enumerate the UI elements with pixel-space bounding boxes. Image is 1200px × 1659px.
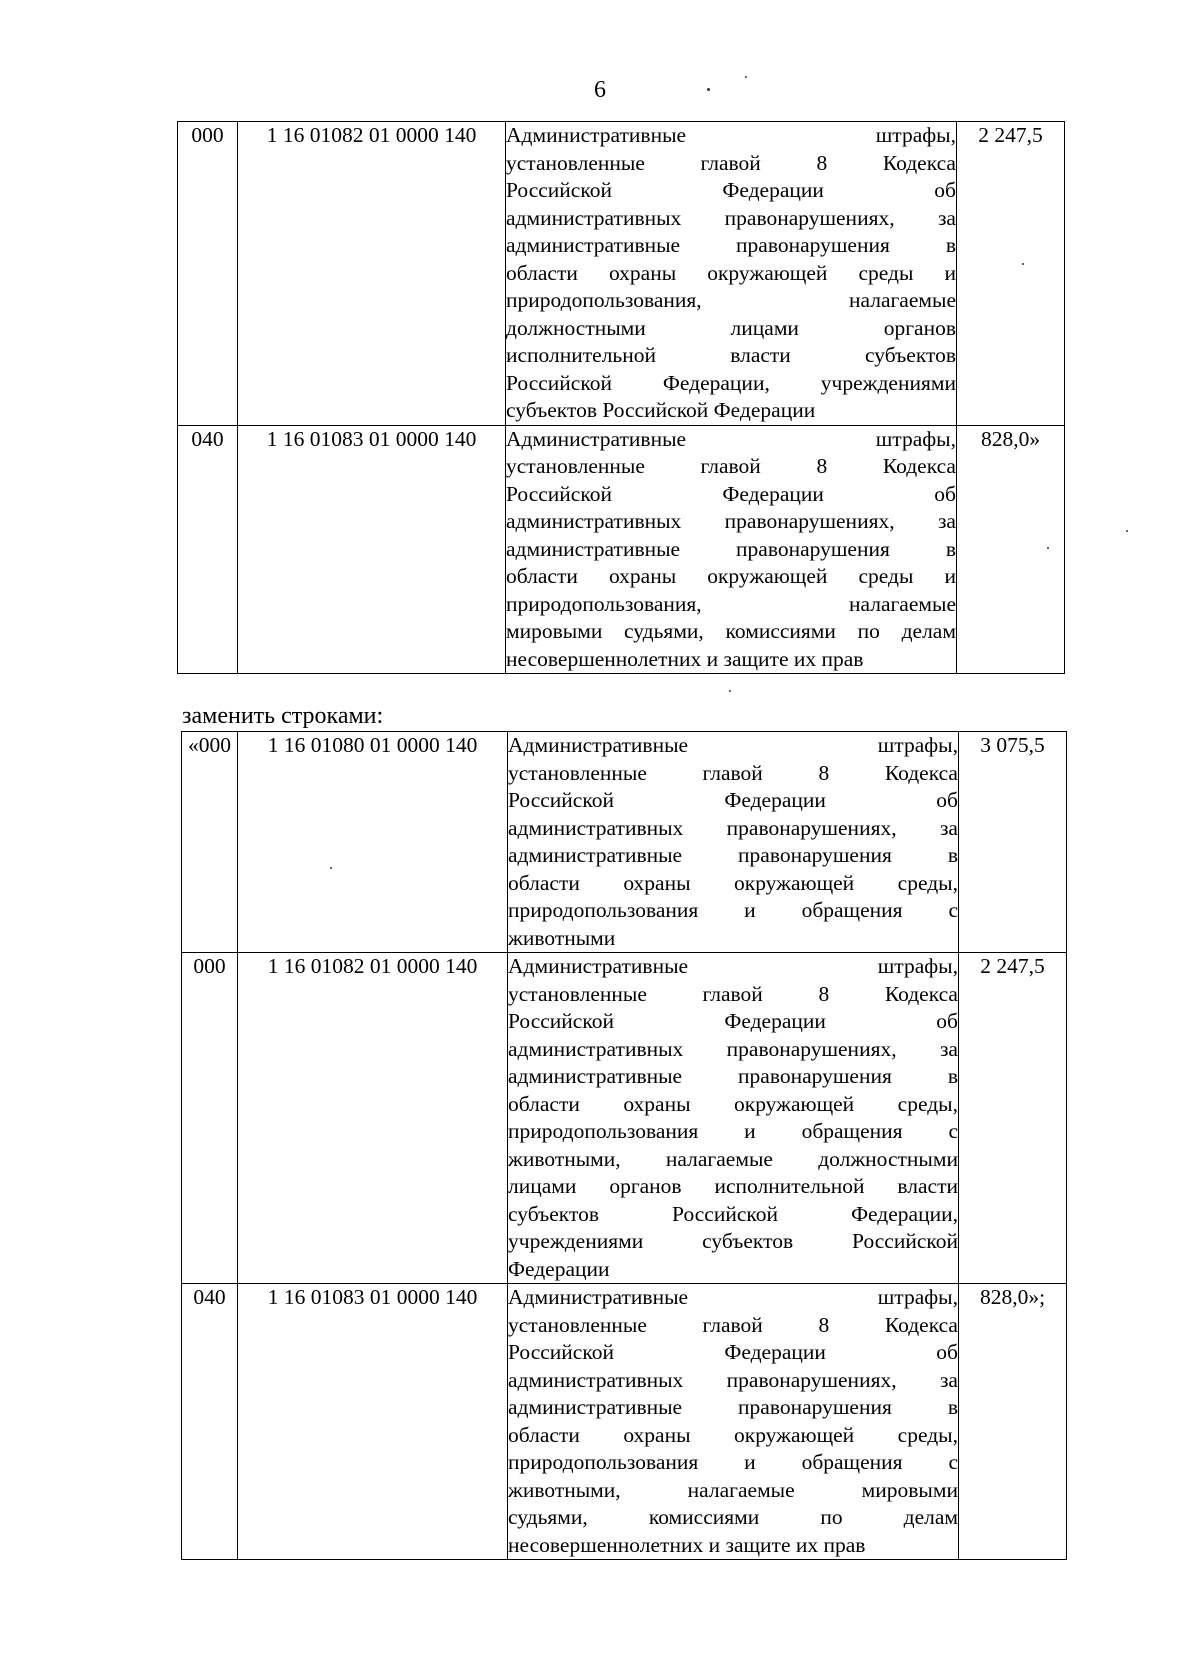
amount-cell: 2 247,5 — [959, 953, 1067, 1284]
scan-speck — [729, 690, 731, 692]
amount-cell: 2 247,5 — [957, 122, 1065, 426]
description-line: животными, налагаемые должностными — [508, 1146, 958, 1171]
description-line: установленные главой 8 Кодекса — [508, 760, 958, 785]
description-line: природопользования и обращения с — [508, 1119, 958, 1143]
description-line: административные правонарушения в — [506, 536, 956, 561]
description-line: Федерации — [508, 1256, 610, 1281]
description-line: Административные штрафы, — [508, 1285, 958, 1309]
description-line: административных правонарушениях, за — [508, 1367, 958, 1392]
description-line: несовершеннолетних и защите их прав — [508, 1532, 866, 1557]
description-line: исполнительной власти субъектов — [506, 343, 956, 367]
description-line: установленные главой 8 Кодекса — [508, 981, 958, 1006]
kbk-code-cell: 1 16 01083 01 0000 140 — [238, 425, 506, 674]
kbk-code-cell: 1 16 01083 01 0000 140 — [238, 1284, 508, 1560]
scan-speck — [330, 867, 332, 869]
description-line: области охраны окружающей среды, — [508, 870, 958, 895]
kbk-code-cell: 1 16 01082 01 0000 140 — [238, 122, 506, 426]
description-line: Российской Федерации об — [508, 1009, 958, 1033]
description-line: природопользования, налагаемые — [506, 288, 956, 312]
description-line: должностными лицами органов — [506, 315, 956, 340]
scan-speck — [1047, 547, 1049, 549]
description-line: Российской Федерации об — [506, 481, 956, 506]
description-line: установленные главой 8 Кодекса — [508, 1312, 958, 1337]
description-line: административных правонарушениях, за — [508, 815, 958, 840]
description-line: природопользования и обращения с — [508, 1450, 958, 1474]
description-line: Российской Федерации об — [508, 1340, 958, 1364]
description-line: несовершеннолетних и защите их прав — [506, 646, 864, 671]
scan-speck — [707, 88, 710, 91]
description-line: животными — [508, 925, 616, 950]
description-line: природопользования и обращения с — [508, 898, 958, 922]
description-line: области охраны окружающей среды и — [506, 564, 956, 588]
amount-cell: 828,0» — [957, 425, 1065, 674]
old-rows-table — [177, 121, 1065, 674]
description-line: субъектов Российской Федерации, — [508, 1201, 958, 1226]
admin-code-cell: 040 — [182, 1284, 238, 1560]
description-line: учреждениями субъектов Российской — [508, 1229, 958, 1253]
amount-cell: 3 075,5 — [959, 732, 1067, 953]
description-line: Административные штрафы, — [508, 733, 958, 757]
description-line: административных правонарушениях, за — [508, 1036, 958, 1061]
description-line: области охраны окружающей среды и — [506, 260, 956, 285]
description-line: административные правонарушения в — [508, 1395, 958, 1419]
admin-code-cell: «000 — [182, 732, 238, 953]
description-cell — [506, 122, 957, 426]
amount-cell: 828,0»; — [959, 1284, 1067, 1560]
table-row — [178, 425, 1065, 674]
description-line: административных правонарушениях, за — [506, 509, 956, 533]
table-row — [178, 122, 1065, 426]
description-line: Российской Федерации об — [508, 788, 958, 812]
kbk-code-cell: 1 16 01082 01 0000 140 — [238, 953, 508, 1284]
description-line: области охраны окружающей среды, — [508, 1091, 958, 1116]
table-row — [182, 953, 1067, 1284]
description-cell — [508, 732, 959, 953]
description-line: лицами органов исполнительной власти — [508, 1174, 958, 1198]
description-line: области охраны окружающей среды, — [508, 1422, 958, 1447]
description-line: Административные штрафы, — [508, 954, 958, 978]
description-cell — [506, 425, 957, 674]
description-line: животными, налагаемые мировыми — [508, 1477, 958, 1502]
description-line: Административные штрафы, — [506, 123, 956, 147]
new-rows-table — [181, 731, 1067, 1560]
description-cell — [508, 1284, 959, 1560]
description-line: административных правонарушениях, за — [506, 205, 956, 230]
admin-code-cell: 040 — [178, 425, 238, 674]
description-line: судьями, комиссиями по делам — [508, 1505, 958, 1529]
description-line: субъектов Российской Федерации — [506, 398, 816, 422]
description-line: природопользования, налагаемые — [506, 591, 956, 616]
scan-speck — [1126, 530, 1128, 532]
scan-speck — [745, 76, 747, 78]
description-line: административные правонарушения в — [508, 1064, 958, 1088]
table-row — [182, 732, 1067, 953]
description-line: мировыми судьями, комиссиями по делам — [506, 619, 956, 643]
description-line: Административные штрафы, — [506, 426, 956, 451]
page-number: 6 — [594, 77, 606, 103]
scan-speck — [1022, 263, 1024, 265]
admin-code-cell: 000 — [178, 122, 238, 426]
description-line: установленные главой 8 Кодекса — [506, 454, 956, 478]
description-line: административные правонарушения в — [508, 843, 958, 867]
description-cell — [508, 953, 959, 1284]
description-line: Российской Федерации, учреждениями — [506, 370, 956, 395]
replace-caption: заменить строками: — [182, 703, 384, 729]
description-line: Российской Федерации об — [506, 178, 956, 202]
admin-code-cell: 000 — [182, 953, 238, 1284]
table-row — [182, 1284, 1067, 1560]
description-line: административные правонарушения в — [506, 233, 956, 257]
description-line: установленные главой 8 Кодекса — [506, 150, 956, 175]
kbk-code-cell: 1 16 01080 01 0000 140 — [238, 732, 508, 953]
